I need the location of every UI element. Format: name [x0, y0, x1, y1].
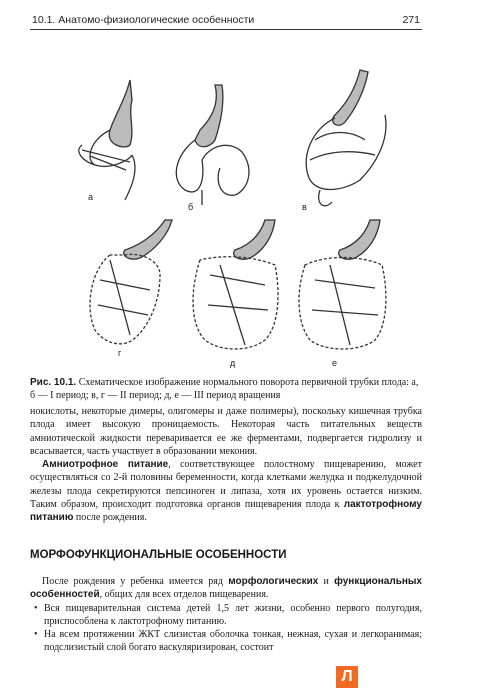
running-header: [30, 12, 422, 30]
page-number: 271: [402, 14, 420, 26]
panel-f-drawing: [299, 220, 386, 349]
figure-label-e: д: [230, 358, 236, 368]
paragraph-2: [30, 458, 422, 524]
panel-b-drawing: [176, 85, 249, 205]
figure-caption: [30, 376, 422, 402]
panel-e-drawing: [193, 220, 278, 349]
body-text-bottom: [30, 575, 422, 655]
figure-label-b: б: [188, 202, 194, 212]
caption-label: Рис. 10.1.: [30, 377, 77, 388]
paragraph-1: нокислоты, некоторые димеры, олигомеры и даже полимеры), поскольку кишечная трубка плода имеет высокую проницаемость. Некоторая часть питательных веществ амниотической жидкости переваривается ее же ферментами, подвергается гидролизу и всасывается, часть участвует в образовании мекония.: [30, 406, 422, 457]
bold-term-functional: функциональных особенностей: [30, 576, 422, 601]
panel-d-drawing: [90, 220, 172, 344]
list-item: • На всем протяжении ЖКТ слизистая оболочка тонкая, нежная, сухая и легкоранимая; подслизистый слой богато васкуляризирован, состоит: [44, 628, 422, 655]
section-heading: МОРФОФУНКЦИОНАЛЬНЫЕ ОСОБЕННОСТИ: [30, 549, 287, 561]
paragraph-2-end: после рождения.: [73, 512, 147, 524]
body-text-top: [30, 405, 422, 525]
figure-label-d: г: [118, 348, 122, 358]
panel-c-drawing: [306, 70, 386, 206]
figure-label-f: е: [332, 358, 338, 368]
list-item: • Вся пищеварительная система детей 1,5 лет жизни, особенно первого полугодия, приспособлена к лактотрофному питанию.: [44, 602, 422, 629]
paragraph-3-end: , общих для всех отделов пищеварения.: [99, 589, 269, 601]
publisher-logo-badge: Л: [336, 666, 358, 688]
paragraph-2-text: , соответствующее полостному пищеварению, может осуществляться со 2-й половины беременности, когда клетками желудка и поджелудочной железы плода секретируются пепсиноген и липаза, хотя их уровень остается низким. Таким образом, происходит подготовка органов пищеварения плода к: [30, 459, 422, 511]
paragraph-3: [30, 575, 422, 602]
section-title: 10.1. Анатомо-физиологические особенности: [32, 14, 255, 26]
figure-label-c: в: [302, 202, 307, 212]
bold-term-lactotrophic: лактотрофному питанию: [30, 499, 422, 524]
intestine-rotation-figure: [70, 60, 420, 372]
figure-label-a: а: [88, 192, 94, 202]
caption-text: Схематическое изображение нормального поворота первичной трубки плода: а, б — I период; в, г — II период; д, е — III период вращения: [30, 377, 419, 401]
bold-term-morphological: морфологических: [228, 576, 319, 587]
header-rule: [30, 29, 422, 30]
paragraph-3-text: После рождения у ребенка имеется ряд: [42, 576, 229, 587]
panel-a-drawing: [79, 80, 135, 200]
feature-list: [30, 602, 422, 655]
bold-term-amniotrophic: Амниотрофное питание: [42, 459, 169, 471]
paragraph-3-and: и: [318, 576, 335, 587]
